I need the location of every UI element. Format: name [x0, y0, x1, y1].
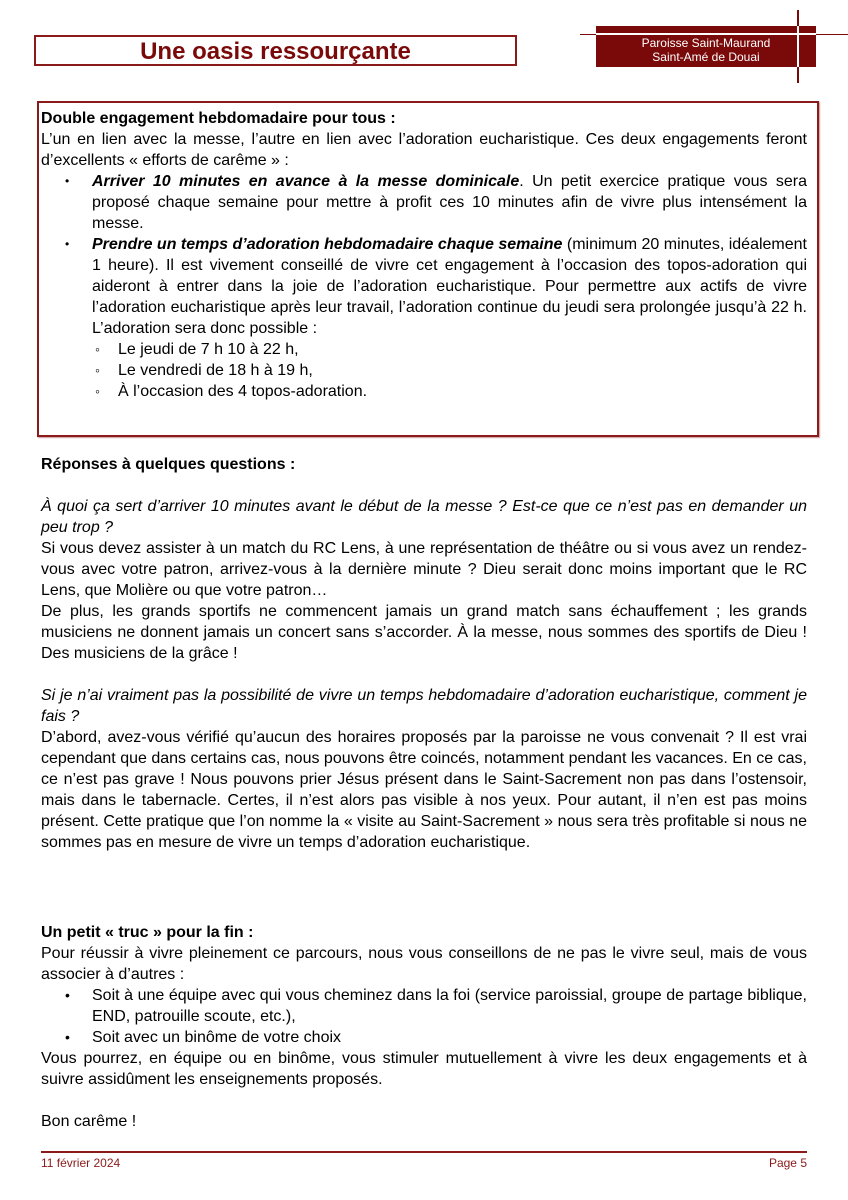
- list-item-text: (minimum 20 minutes, idéalement 1 heure). Il est vivement conseillé de vivre cet engagement à l’occasion des topos-adoration qui aideront à entrer dans la joie de l’adoration eucharistique. Pour permettre aux actifs de vivre l’adoration eucharistique après leur travail, l’adoration continue du jeudi sera prolongée jusqu’à 22 h. L’adoration sera donc possible :: [92, 236, 807, 337]
- question: À quoi ça sert d’arriver 10 minutes avant le début de la messe ? Est-ce que ce n’est pas en demander un peu trop ?: [41, 498, 807, 536]
- footer-date: 11 février 2024: [41, 1156, 121, 1170]
- list-item: [41, 234, 807, 339]
- parish-location: Saint-Amé de Douai: [652, 50, 760, 64]
- answer-paragraph: D’abord, avez-vous vérifié qu’aucun des horaires proposés par la paroisse ne vous convenait ? Il est vrai cependant que dans certains cas, nous pouvons être coincés, notamment pendant les vacances. En ce cas, ce n’est pas grave ! Nous pouvons prier Jésus présent dans le Saint-Sacrement non pas dans l’ostensoir, mais dans le tabernacle. Certes, il n’est alors pas visible à nos yeux. Pour autant, il n’en est pas moins présent. Cette pratique que l’on nomme la « visite au Saint-Sacrement » nous sera très profitable si nous ne sommes pas en mesure de vivre un temps d’adoration eucharistique.: [41, 729, 807, 851]
- emphasis-text: Arriver 10 minutes en avance à la messe dominicale: [92, 173, 520, 190]
- tip-list: [41, 985, 807, 1048]
- section-heading: Réponses à quelques questions :: [41, 456, 296, 473]
- engagement-list: [41, 171, 807, 339]
- answer-paragraph: De plus, les grands sportifs ne commencent jamais un grand match sans échauffement ; les grands musiciens ne donnent jamais un concert sans s’accorder. À la messe, nous sommes des sportifs de Dieu ! Des musiciens de la grâce !: [41, 603, 807, 662]
- question: Si je n’ai vraiment pas la possibilité de vivre un temps hebdomadaire d’adoration eucharistique, comment je fais ?: [41, 687, 807, 725]
- section-heading: Double engagement hebdomadaire pour tous :: [41, 110, 396, 127]
- decorative-line: [816, 34, 848, 35]
- decorative-line: [580, 34, 596, 35]
- list-item-text: . Un petit exercice pratique vous sera proposé chaque semaine pour mettre à profit ces 10 minutes afin de vivre plus intensément la messe.: [92, 173, 807, 232]
- qa-section: [41, 454, 807, 853]
- engagement-section: [41, 108, 807, 402]
- tip-section: [41, 922, 807, 1132]
- decorative-line: [596, 33, 848, 35]
- schedule-list: [41, 339, 807, 402]
- page-number: Page 5: [768, 1156, 807, 1170]
- section-heading: Un petit « truc » pour la fin :: [41, 924, 254, 941]
- parish-name: Paroisse Saint-Maurand: [641, 36, 771, 50]
- closing-text: Bon carême !: [41, 1113, 137, 1130]
- page-title-box: [34, 35, 517, 66]
- list-item: ◦ Le vendredi de 18 h à 19 h,: [41, 360, 807, 381]
- footer-divider: [41, 1151, 807, 1153]
- emphasis-text: Prendre un temps d’adoration hebdomadaire chaque semaine: [92, 236, 563, 253]
- page-title: Une oasis ressourçante: [140, 38, 411, 65]
- paragraph: Pour réussir à vivre pleinement ce parcours, nous vous conseillons de ne pas le vivre seul, mais de vous associer à d’autres :: [41, 945, 807, 983]
- paragraph: L’un en lien avec la messe, l’autre en lien avec l’adoration eucharistique. Ces deux engagements feront d’excellents « efforts de carême » :: [41, 131, 807, 169]
- list-item: • Soit avec un binôme de votre choix: [41, 1027, 807, 1048]
- answer-paragraph: Si vous devez assister à un match du RC Lens, à une représentation de théâtre ou si vous avez un rendez-vous avec votre patron, arrivez-vous à la dernière minute ? Dieu serait donc moins important que le RC Lens, que Molière ou que votre patron…: [41, 540, 807, 599]
- paragraph: Vous pourrez, en équipe ou en binôme, vous stimuler mutuellement à vivre les deux engagements et à suivre assidûment les enseignements proposés.: [41, 1050, 807, 1088]
- list-item: ◦ Le jeudi de 7 h 10 à 22 h,: [41, 339, 807, 360]
- list-item: [41, 171, 807, 234]
- list-item: • Soit à une équipe avec qui vous cheminez dans la foi (service paroissial, groupe de partage biblique, END, patrouille scoute, etc.),: [41, 985, 807, 1027]
- decorative-cross-line: [797, 26, 799, 67]
- list-item: ◦ À l’occasion des 4 topos-adoration.: [41, 381, 807, 402]
